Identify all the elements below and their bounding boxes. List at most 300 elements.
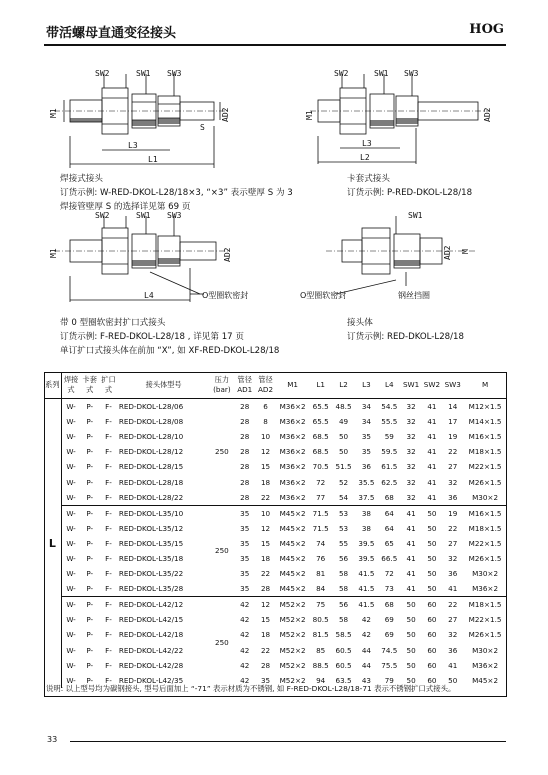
pressure-cell: 250 <box>209 505 234 597</box>
table-cell: 48.5 <box>335 402 352 412</box>
table-cell: 28 <box>240 432 250 442</box>
ferrule-fitting-drawing <box>300 66 500 170</box>
table-cell: 22 <box>442 597 463 613</box>
table-cell: 41 <box>406 553 416 563</box>
table-cell: 42 <box>240 630 250 640</box>
table-cell: RED-DKOL-L35/28 <box>118 584 184 594</box>
table-cell: 53 <box>332 505 355 521</box>
table-row <box>44 521 507 536</box>
table-cell: 75.5 <box>381 660 398 670</box>
table-cell: 50 <box>427 569 437 579</box>
table-cell: W- <box>66 660 76 670</box>
table-cell: 28 <box>240 402 250 412</box>
table-cell: P- <box>86 523 94 533</box>
table-cell: M18×1.5 <box>468 447 502 457</box>
table-cell: F- <box>105 675 112 685</box>
table-cell: RED-DKOL-L28/22 <box>118 492 184 502</box>
table-cell: W- <box>61 597 80 613</box>
table-cell: 22 <box>260 492 271 502</box>
m-label: M <box>461 249 470 254</box>
table-cell: 50 <box>427 538 437 548</box>
table-row <box>44 566 507 581</box>
table-cell: 50 <box>338 432 349 442</box>
table-cell: 50 <box>406 660 416 670</box>
table-cell: P- <box>86 660 94 670</box>
table-row <box>44 459 507 474</box>
table-cell: M45×2 <box>472 675 499 685</box>
table-cell: 41.5 <box>358 569 375 579</box>
table-cell: 32 <box>448 477 458 487</box>
col-ad1: 管径AD1 <box>234 372 255 399</box>
table-cell: P- <box>86 675 94 685</box>
table-cell: 32 <box>448 553 458 563</box>
table-cell: RED-DKOL-L42/28 <box>118 660 184 670</box>
table-cell: W- <box>66 553 76 563</box>
table-row <box>44 536 507 551</box>
table-cell: F- <box>105 477 112 487</box>
col-ad2: 管径AD2 <box>255 372 276 399</box>
table-cell: M22×1.5 <box>468 538 502 548</box>
table-cell: 12 <box>260 447 271 457</box>
table-cell: 44 <box>361 660 371 670</box>
flare-caption: 带 0 型圈软密封扩口式接头 订货示例: F-RED-DKOL-L28/18 , 详见第 17 页 单订扩口式接头体在前加 “X”, 如 XF-RED-DKOL-L28/18 <box>60 318 280 356</box>
table-cell: W- <box>66 569 76 579</box>
table-cell: 88.5 <box>312 660 329 670</box>
table-cell: 42 <box>361 630 371 640</box>
table-cell: 55.5 <box>381 417 398 427</box>
weld-fitting-drawing <box>40 66 240 174</box>
table-cell: 35 <box>361 432 371 442</box>
table-cell: 50 <box>427 553 437 563</box>
table-cell: 75 <box>309 597 332 613</box>
table-cell: 28 <box>240 447 250 457</box>
table-cell: 14 <box>448 402 458 412</box>
table-cell: 84 <box>316 584 326 594</box>
table-cell: F- <box>105 569 112 579</box>
table-cell: 60 <box>427 660 437 670</box>
table-row <box>44 643 507 658</box>
table-cell: W- <box>66 402 76 412</box>
table-cell: M45×2 <box>279 538 306 548</box>
table-cell: W- <box>66 538 76 548</box>
table-cell: P- <box>86 553 94 563</box>
table-cell: 28 <box>240 492 250 502</box>
table-cell: P- <box>86 492 94 502</box>
table-cell: 55 <box>338 538 349 548</box>
table-header-row <box>44 372 507 399</box>
table-cell: M52×2 <box>279 615 306 625</box>
table-cell: P- <box>86 630 94 640</box>
l3-label: L3 <box>362 139 372 148</box>
table-body <box>44 399 507 688</box>
table-cell: M26×1.5 <box>468 630 502 640</box>
table-cell: F- <box>105 584 112 594</box>
table-cell: 42 <box>234 597 255 613</box>
table-cell: 22 <box>260 569 271 579</box>
col-l1: L1 <box>309 372 332 399</box>
ad2-label: AD2 <box>483 107 492 122</box>
table-cell: 41 <box>406 523 416 533</box>
table-cell: 42 <box>240 660 250 670</box>
table-cell: 58 <box>338 584 349 594</box>
table-cell: 56 <box>338 553 349 563</box>
table-cell: RED-DKOL-L28/08 <box>118 417 184 427</box>
table-cell: 50 <box>406 615 416 625</box>
table-cell: M36×2 <box>279 432 306 442</box>
table-cell: W- <box>66 645 76 655</box>
s-label: S <box>200 123 205 132</box>
table-cell: 85 <box>316 645 326 655</box>
table-cell: 42 <box>361 615 371 625</box>
sw2-label: SW2 <box>95 211 110 220</box>
table-cell: 35 <box>240 538 250 548</box>
table-cell: 32 <box>406 432 416 442</box>
table-cell: RED-DKOL-L35/18 <box>118 553 184 563</box>
table-cell: RED-DKOL-L35/15 <box>118 538 184 548</box>
table-cell: F- <box>105 523 112 533</box>
o-ring-label: O型圈软密封 <box>202 291 249 300</box>
table-cell: 32 <box>406 402 416 412</box>
table-cell: M52×2 <box>279 630 306 640</box>
table-cell: 28 <box>240 477 250 487</box>
table-cell: 15 <box>260 538 271 548</box>
col-ferrule: 卡套式 <box>80 372 99 399</box>
table-cell: 22 <box>448 447 458 457</box>
table-cell: 42 <box>240 675 250 685</box>
table-row <box>44 414 507 429</box>
table-cell: 18 <box>260 477 271 487</box>
table-cell: 35 <box>240 523 250 533</box>
body-caption: 接头体 订货示例: RED-DKOL-L28/18 <box>347 318 464 342</box>
table-cell: 41.5 <box>355 597 378 613</box>
table-cell: M16×1.5 <box>463 505 507 521</box>
table-cell: 50 <box>422 505 443 521</box>
table-cell: P- <box>86 538 94 548</box>
table-cell: 22 <box>260 645 271 655</box>
col-series: 系列 <box>44 372 61 399</box>
table-cell: 28 <box>240 417 250 427</box>
table-cell: 41 <box>406 569 416 579</box>
table-row <box>44 612 507 627</box>
table-cell: 50 <box>448 675 458 685</box>
table-cell: W- <box>66 462 76 472</box>
table-cell: RED-DKOL-L28/18 <box>118 477 184 487</box>
col-pressure: 压力(bar) <box>209 372 234 399</box>
col-flare: 扩口式 <box>99 372 118 399</box>
table-row <box>44 597 507 613</box>
table-cell: 58 <box>338 615 349 625</box>
table-cell: 94 <box>316 675 326 685</box>
sw1-label: SW1 <box>374 69 389 78</box>
table-cell: 36 <box>448 569 458 579</box>
table-cell: 41 <box>406 584 416 594</box>
table-cell: 32 <box>406 447 416 457</box>
brand-logo: HOG <box>469 22 504 37</box>
table-cell: 81.5 <box>312 630 329 640</box>
table-cell: 41 <box>448 660 458 670</box>
table-cell: P- <box>86 417 94 427</box>
table-cell: M36×2 <box>279 462 306 472</box>
table-cell: 32 <box>448 630 458 640</box>
m1-label: M1 <box>49 248 58 258</box>
table-cell: M36×2 <box>472 584 499 594</box>
table-cell: 61.5 <box>381 462 398 472</box>
table-cell: 52 <box>338 477 349 487</box>
table-cell: M30×2 <box>472 569 499 579</box>
table-cell: 70.5 <box>312 462 329 472</box>
table-cell: 72 <box>316 477 326 487</box>
table-cell: 28 <box>240 462 250 472</box>
table-cell: 58 <box>338 569 349 579</box>
col-l2: L2 <box>332 372 355 399</box>
table-cell: W- <box>61 505 80 521</box>
table-cell: 50 <box>427 523 437 533</box>
table-cell: 39.5 <box>358 538 375 548</box>
col-l4: L4 <box>378 372 401 399</box>
pressure-cell: 250 <box>215 447 229 457</box>
table-cell: M52×2 <box>276 597 309 613</box>
table-cell: 8 <box>263 417 268 427</box>
table-cell: RED-DKOL-L35/10 <box>118 505 210 521</box>
table-cell: 27 <box>448 462 458 472</box>
table-cell: P- <box>86 569 94 579</box>
table-cell: F- <box>105 660 112 670</box>
page-title: 带活螺母直通变径接头 <box>46 26 177 41</box>
o-ring-label: O型圈软密封 <box>300 291 347 300</box>
table-cell: RED-DKOL-L42/12 <box>118 597 210 613</box>
l4-label: L4 <box>144 291 154 300</box>
table-cell: 6 <box>263 402 268 412</box>
table-row <box>44 627 507 642</box>
table-cell: 19 <box>442 505 463 521</box>
m1-label: M1 <box>49 108 58 118</box>
table-cell: 80.5 <box>312 615 329 625</box>
table-cell: 41 <box>427 402 437 412</box>
col-body-model: 接头体型号 <box>118 372 210 399</box>
header-rule <box>44 44 506 46</box>
table-cell: F- <box>105 630 112 640</box>
table-cell: F- <box>105 615 112 625</box>
table-cell: 41 <box>427 462 437 472</box>
table-cell: 60 <box>427 645 437 655</box>
sw3-label: SW3 <box>167 211 182 220</box>
col-m: M <box>463 372 507 399</box>
table-cell: 81 <box>316 569 326 579</box>
ad2-label: AD2 <box>223 247 232 262</box>
sw2-label: SW2 <box>334 69 349 78</box>
table-cell: P- <box>86 462 94 472</box>
table-cell: 74.5 <box>381 645 398 655</box>
table-cell: M26×1.5 <box>468 553 502 563</box>
table-cell: 60 <box>422 597 443 613</box>
table-cell: 41 <box>427 492 437 502</box>
table-cell: 41 <box>427 417 437 427</box>
table-cell: 74 <box>316 538 326 548</box>
table-cell: RED-DKOL-L42/35 <box>118 675 184 685</box>
table-cell: F- <box>99 505 118 521</box>
l3-label: L3 <box>128 141 138 150</box>
table-cell: P- <box>86 402 94 412</box>
table-cell: M45×2 <box>276 505 309 521</box>
table-cell: 35.5 <box>358 477 375 487</box>
table-cell: M12×1.5 <box>468 402 502 412</box>
table-cell: 64 <box>384 523 394 533</box>
table-cell: 15 <box>260 462 271 472</box>
table-cell: 38 <box>361 523 371 533</box>
table-row <box>44 399 507 415</box>
table-cell: 35 <box>234 505 255 521</box>
table-cell: RED-DKOL-L28/10 <box>118 432 184 442</box>
table-cell: 35 <box>240 553 250 563</box>
table-cell: F- <box>105 432 112 442</box>
table-cell: M36×2 <box>279 447 306 457</box>
table-cell: 71.5 <box>309 505 332 521</box>
table-cell: 63.5 <box>335 675 352 685</box>
table-cell: 50 <box>401 597 422 613</box>
table-cell: 50 <box>427 584 437 594</box>
table-cell: M52×2 <box>279 645 306 655</box>
series-cell: L <box>44 399 61 688</box>
table-cell: 39.5 <box>358 553 375 563</box>
table-note: 说明: 以上型号均为碳钢接头, 型号后面加上 “-71” 表示材质为不锈钢, 如 F-RED-DKOL-L28/18-71 表示不锈钢扩口式接头。 <box>46 684 456 693</box>
table-cell: 28 <box>260 660 271 670</box>
table-cell: F- <box>105 492 112 502</box>
table-cell: 10 <box>255 505 276 521</box>
table-cell: 65.5 <box>312 417 329 427</box>
table-cell: M52×2 <box>279 675 306 685</box>
table-cell: 41 <box>427 447 437 457</box>
table-cell: M18×1.5 <box>468 523 502 533</box>
table-row <box>44 551 507 566</box>
table-cell: 64 <box>378 505 401 521</box>
table-cell: 65.5 <box>312 402 329 412</box>
table-cell: 41 <box>427 477 437 487</box>
table-cell: 68 <box>384 492 394 502</box>
table-cell: M30×2 <box>472 645 499 655</box>
table-cell: 18 <box>260 630 271 640</box>
table-cell: 73 <box>384 584 394 594</box>
table-cell: RED-DKOL-L28/15 <box>118 462 184 472</box>
col-sw1: SW1 <box>401 372 422 399</box>
table-cell: P- <box>86 477 94 487</box>
table-cell: 19 <box>448 432 458 442</box>
col-weld: 焊接式 <box>61 372 80 399</box>
table-cell: 32 <box>406 477 416 487</box>
table-cell: 72 <box>384 569 394 579</box>
table-cell: 66.5 <box>381 553 398 563</box>
table-cell: W- <box>66 417 76 427</box>
table-cell: 62.5 <box>381 477 398 487</box>
table-cell: 50 <box>406 675 416 685</box>
table-cell: 50 <box>406 630 416 640</box>
table-row <box>44 505 507 521</box>
table-cell: RED-DKOL-L28/06 <box>118 402 184 412</box>
table-cell: 34 <box>361 402 371 412</box>
table-cell: 79 <box>384 675 394 685</box>
table-cell: F- <box>99 597 118 613</box>
col-m1: M1 <box>276 372 309 399</box>
table-cell: F- <box>105 402 112 412</box>
ad2-label: AD2 <box>443 245 452 260</box>
table-cell: W- <box>66 630 76 640</box>
table-cell: 77 <box>316 492 326 502</box>
table-cell: M30×2 <box>472 492 499 502</box>
table-cell: 10 <box>260 432 271 442</box>
flare-fitting-drawing <box>40 210 280 310</box>
table-cell: 41 <box>448 584 458 594</box>
table-cell: 68.5 <box>312 432 329 442</box>
col-sw3: SW3 <box>442 372 463 399</box>
table-cell: P- <box>86 447 94 457</box>
table-cell: 22 <box>448 523 458 533</box>
table-cell: 68 <box>378 597 401 613</box>
table-cell: 49 <box>338 417 349 427</box>
table-cell: F- <box>105 447 112 457</box>
table-cell: 68.5 <box>312 447 329 457</box>
weld-caption: 焊接式接头 订货示例: W-RED-DKOL-L28/18×3, “×3” 表示壁厚 S 为 3 焊接管壁厚 S 的选择详见第 69 页 <box>60 174 293 212</box>
table-cell: M36×2 <box>279 417 306 427</box>
table-cell: 60.5 <box>335 660 352 670</box>
table-cell: 43 <box>361 675 371 685</box>
table-cell: 54 <box>338 492 349 502</box>
table-cell: F- <box>105 462 112 472</box>
ferrule-caption: 卡套式接头 订货示例: P-RED-DKOL-L28/18 <box>347 174 473 198</box>
table-cell: P- <box>80 505 99 521</box>
table-cell: F- <box>105 553 112 563</box>
table-cell: M14×1.5 <box>468 417 502 427</box>
col-l3: L3 <box>355 372 378 399</box>
table-cell: W- <box>66 432 76 442</box>
table-cell: M36×2 <box>472 660 499 670</box>
table-cell: RED-DKOL-L35/12 <box>118 523 184 533</box>
table-cell: W- <box>66 584 76 594</box>
table-cell: 28 <box>260 584 271 594</box>
table-cell: W- <box>66 447 76 457</box>
table-cell: 42 <box>240 645 250 655</box>
table-cell: 35 <box>260 675 271 685</box>
table-cell: W- <box>66 615 76 625</box>
table-cell: M45×2 <box>279 584 306 594</box>
table-cell: 60 <box>427 630 437 640</box>
table-cell: 12 <box>255 597 276 613</box>
table-cell: 37.5 <box>358 492 375 502</box>
table-cell: M45×2 <box>279 569 306 579</box>
table-cell: M45×2 <box>279 523 306 533</box>
table-cell: 35 <box>361 447 371 457</box>
table-cell: W- <box>66 675 76 685</box>
sw1-label: SW1 <box>408 211 423 220</box>
table-cell: RED-DKOL-L42/15 <box>118 615 184 625</box>
table-cell: 35 <box>240 569 250 579</box>
table-cell: 71.5 <box>312 523 329 533</box>
table-cell: 58.5 <box>335 630 352 640</box>
table-cell: 27 <box>448 615 458 625</box>
table-row <box>44 474 507 489</box>
table-cell: M16×1.5 <box>468 432 502 442</box>
table-cell: 27 <box>448 538 458 548</box>
table-cell: M26×1.5 <box>468 477 502 487</box>
table-cell: 44 <box>361 645 371 655</box>
table-cell: 51.5 <box>335 462 352 472</box>
table-cell: 56 <box>332 597 355 613</box>
table-cell: RED-DKOL-L42/22 <box>118 645 184 655</box>
table-cell: 12 <box>260 523 271 533</box>
table-cell: 17 <box>448 417 458 427</box>
table-cell: W- <box>66 477 76 487</box>
table-cell: 54.5 <box>381 402 398 412</box>
table-cell: RED-DKOL-L42/18 <box>118 630 184 640</box>
table-cell: 59 <box>384 432 394 442</box>
